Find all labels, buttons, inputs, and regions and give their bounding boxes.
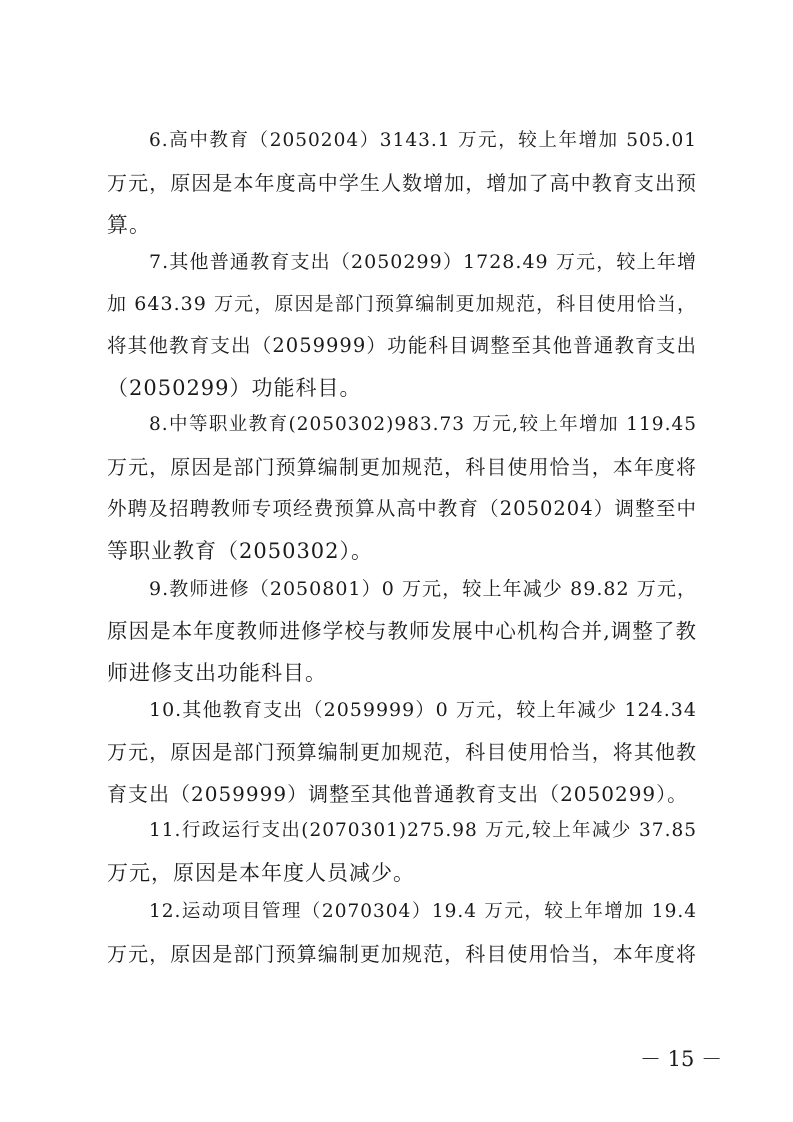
text-line: 万元，原因是部门预算编制更加规范，科目使用恰当，本年度将 [107,455,697,479]
text-line: 师进修支出功能科目。 [107,661,327,685]
text-line: 算。 [107,213,151,237]
text-line: 12.运动项目管理（2070304）19.4 万元，较上年增加 19.4 [149,901,697,922]
text-line: 10.其他教育支出（2059999）0 万元，较上年减少 124.34 [149,699,697,721]
text-line: 将其他教育支出（2059999）功能科目调整至其他普通教育支出 [107,334,697,357]
page-number: － 15 － [640,1047,723,1071]
text-line: 原因是本年度教师进修学校与教师发展中心机构合并,调整了教 [107,619,697,643]
paragraph-item-11 [107,810,697,894]
paragraph-item-8 [107,404,697,572]
text-line: 7.其他普通教育支出（2050299）1728.49 万元，较上年增 [149,251,697,273]
text-line: （2050299）功能科目。 [107,376,362,400]
text-line: 8.中等职业教育(2050302)983.73 万元,较上年增加 119.45 [149,414,697,435]
text-line: 万元，原因是部门预算编制更加规范，科目使用恰当，将其他教 [107,740,697,764]
paragraph-item-7 [107,241,697,409]
paragraph-item-10 [107,689,697,815]
text-line: 6.高中教育（2050204）3143.1 万元，较上年增加 505.01 [149,130,697,151]
paragraph-item-6 [107,120,697,246]
text-line: 9.教师进修（2050801）0 万元，较上年减少 89.82 万元， [149,578,697,600]
text-line: 加 643.39 万元，原因是部门预算编制更加规范，科目使用恰当， [107,293,697,315]
text-line: 万元，原因是本年度人员减少。 [107,861,415,885]
text-line: 外聘及招聘教师专项经费预算从高中教育（2050204）调整至中 [107,497,697,520]
paragraph-item-9 [107,568,697,694]
text-line: 万元，原因是部门预算编制更加规范，科目使用恰当，本年度将 [107,942,697,966]
text-line: 育支出（2059999）调整至其他普通教育支出（2050299）。 [107,782,689,806]
text-line: 万元，原因是本年度高中学生人数增加，增加了高中教育支出预 [107,171,697,195]
text-line: 等职业教育（2050302）。 [107,539,374,563]
text-line: 11.行政运行支出(2070301)275.98 万元,较上年减少 37.85 [149,820,697,841]
paragraph-item-12 [107,891,697,975]
